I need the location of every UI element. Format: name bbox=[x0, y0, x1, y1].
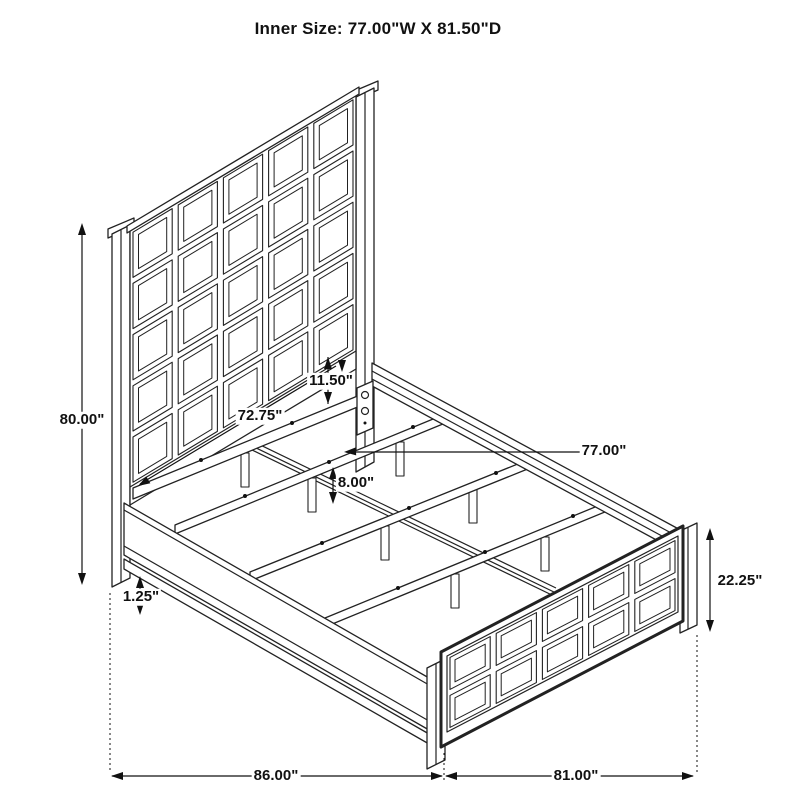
dim-overall-length-label: 86.00" bbox=[253, 766, 299, 784]
dim-footboard-height-label: 22.25" bbox=[717, 571, 763, 589]
headboard bbox=[108, 81, 378, 587]
rail-bracket bbox=[357, 381, 373, 435]
dim-overall-height-label: 80.00" bbox=[59, 410, 105, 428]
inner-size-title: Inner Size: 77.00"W X 81.50"D bbox=[254, 19, 502, 38]
dim-headboard-inner-width-label: 72.75" bbox=[237, 406, 283, 424]
dim-base-clearance-label: 1.25" bbox=[122, 587, 160, 605]
dim-inner-width-label: 77.00" bbox=[581, 441, 627, 459]
dim-overall-width-label: 81.00" bbox=[553, 766, 599, 784]
dim-leg-height-label: 8.00" bbox=[337, 473, 375, 491]
dim-rail-drop-label: 11.50" bbox=[309, 371, 353, 389]
